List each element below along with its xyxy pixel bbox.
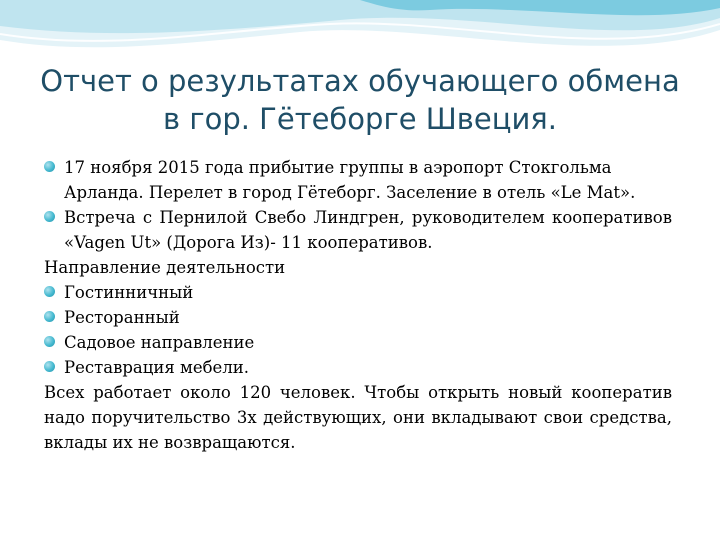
bullet-dot-icon bbox=[44, 336, 55, 347]
bullet-text: Встреча с Пернилой Свебо Линдгрен, руководителем кооперативов «Vagen Ut» (Дорога Из)- 11 кооперативов. bbox=[64, 208, 672, 252]
bullet-meeting bbox=[44, 205, 672, 255]
bullet-arrival bbox=[44, 155, 672, 205]
bullet-text: Гостинничный bbox=[64, 283, 194, 302]
bullet-dot-icon bbox=[44, 286, 55, 297]
bullet-text: Реставрация мебели. bbox=[64, 358, 250, 377]
wave-decoration bbox=[0, 0, 720, 70]
bullet-direction bbox=[44, 330, 672, 355]
closing-paragraph: Всех работает около 120 человек. Чтобы открыть новый кооператив надо поручительство 3х действующих, они вкладывают свои средства, вклады их не возвращаются. bbox=[44, 383, 672, 452]
bullet-direction bbox=[44, 355, 672, 380]
bullet-direction bbox=[44, 280, 672, 305]
bullet-text: Садовое направление bbox=[64, 333, 255, 352]
title-line-1: Отчет о результатах обучающего обмена bbox=[40, 64, 680, 98]
bullet-dot-icon bbox=[44, 161, 55, 172]
section-heading: Направление деятельности bbox=[44, 258, 286, 277]
bullet-text: 17 ноября 2015 года прибытие группы в аэропорт Стокгольма Арланда. Перелет в город Гётеборг. Заселение в отель «Le Mat». bbox=[64, 158, 636, 202]
bullet-text: Ресторанный bbox=[64, 308, 180, 327]
bullet-direction bbox=[44, 305, 672, 330]
slide-title bbox=[30, 62, 690, 139]
title-line-2: в гор. Гётеборге Швеция. bbox=[163, 102, 557, 137]
bullet-dot-icon bbox=[44, 361, 55, 372]
slide-body bbox=[44, 155, 672, 455]
bullet-dot-icon bbox=[44, 211, 55, 222]
bullet-dot-icon bbox=[44, 311, 55, 322]
